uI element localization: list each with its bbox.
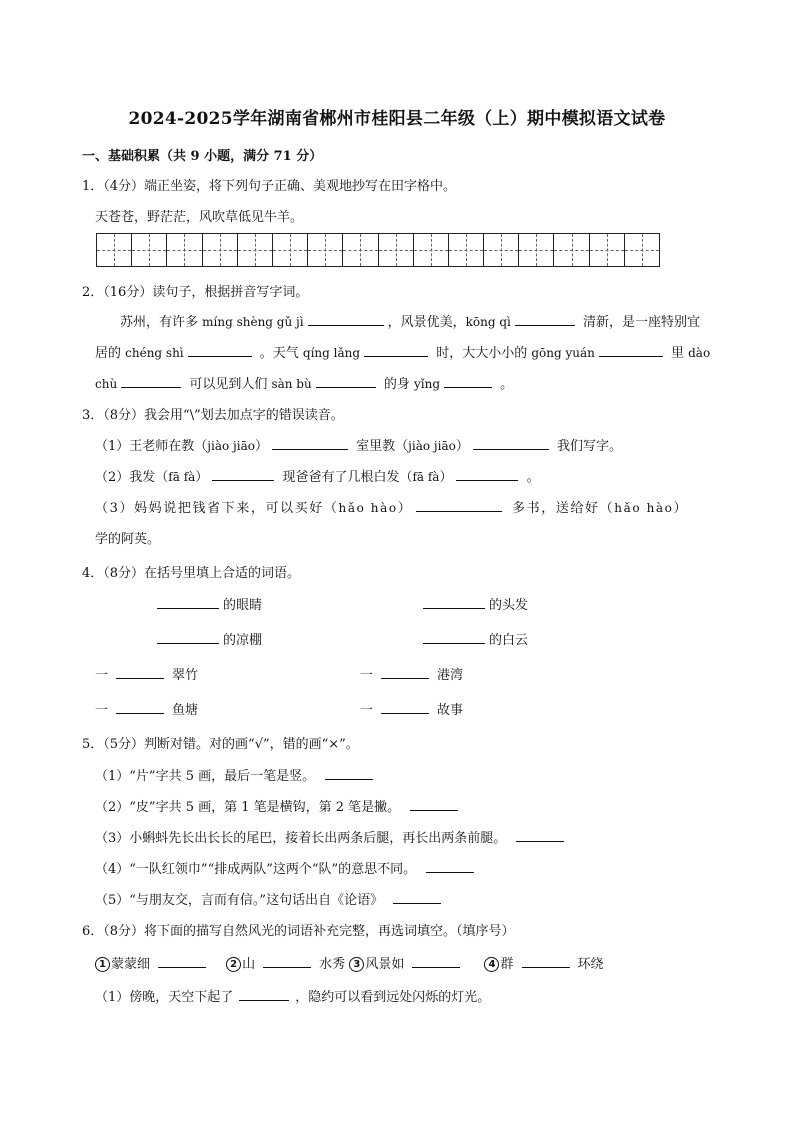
answer-blank[interactable]	[364, 343, 428, 357]
q5-item-5: （5）“与朋友交，言而有信。”这句话出自《论语》	[95, 889, 445, 908]
answer-blank[interactable]	[239, 987, 289, 1001]
grid-cell[interactable]	[97, 234, 132, 266]
grid-cell[interactable]	[167, 234, 202, 266]
q2-line-2: 居的 chéng shì 。天气 qíng lǎng 时，大大小小的 gōng yuán 里 dào	[95, 342, 710, 361]
q4-item: 一 故事	[360, 699, 463, 718]
answer-blank[interactable]	[473, 436, 549, 450]
grid-cell[interactable]	[238, 234, 273, 266]
q3-item-3-cont: 学的阿英。	[95, 532, 161, 547]
q4-item: 一 鱼塘	[95, 699, 198, 718]
pinyin: qíng lǎng	[302, 346, 361, 360]
pinyin: fā fà	[412, 470, 440, 484]
answer-blank[interactable]	[116, 700, 164, 714]
q6-word-bank: 1 蒙蒙细 2 山 水秀 3 风景如 4 群 环绕	[95, 953, 604, 972]
pinyin: sàn bù	[271, 377, 312, 391]
q1-heading: 1．（4分）端正坐姿，将下列句子正确、美观地抄写在田字格中。	[82, 179, 457, 194]
answer-blank[interactable]	[599, 343, 663, 357]
grid-cell[interactable]	[203, 234, 238, 266]
number-3-icon: 3	[349, 957, 364, 972]
answer-blank[interactable]	[158, 954, 206, 968]
q5-item-3: （3）小蝌蚪先长出长长的尾巴，接着长出两条后腿，再长出两条前腿。	[95, 827, 568, 846]
q5-item-1: （1）“片”字共 5 画，最后一笔是竖。	[95, 765, 377, 784]
pinyin: míng shèng gǔ jì	[202, 315, 304, 329]
q3-item-2: （2）我发（fā fà） 现爸爸有了几根白发（fā fà） 。	[95, 466, 540, 485]
answer-blank[interactable]	[316, 374, 376, 388]
grid-cell[interactable]	[132, 234, 167, 266]
answer-blank[interactable]	[263, 954, 311, 968]
q2-heading: 2．（16分）读句子，根据拼音写字词。	[82, 285, 309, 300]
number-1-icon: 1	[95, 957, 110, 972]
answer-blank[interactable]	[308, 312, 384, 326]
q6-item-1: （1）傍晚，天空下起了 ，隐约可以看到远处闪烁的灯光。	[95, 986, 490, 1005]
number-4-icon: 4	[484, 957, 499, 972]
answer-blank[interactable]	[325, 766, 373, 780]
grid-cell[interactable]	[625, 234, 659, 266]
exam-title: 2024-2025学年湖南省郴州市桂阳县二年级（上）期中模拟语文试卷	[128, 109, 666, 129]
q6-heading: 6．（8分）将下面的描写自然风光的词语补充完整，再选词填空。（填序号）	[82, 924, 515, 939]
q3-heading: 3．（8分）我会用“\”划去加点字的错误读音。	[82, 408, 344, 423]
q4-item: 一 翠竹	[95, 664, 198, 683]
q5-item-4: （4）“一队红领巾”“排成两队”这两个“队”的意思不同。	[95, 858, 478, 877]
q5-item-2: （2）“皮”字共 5 画，第 1 笔是横钩，第 2 笔是撇。	[95, 796, 462, 815]
answer-blank[interactable]	[522, 954, 570, 968]
answer-blank[interactable]	[393, 890, 441, 904]
grid-cell[interactable]	[519, 234, 554, 266]
grid-cell[interactable]	[414, 234, 449, 266]
answer-blank[interactable]	[381, 665, 429, 679]
grid-cell[interactable]	[273, 234, 308, 266]
answer-blank[interactable]	[412, 954, 460, 968]
answer-blank[interactable]	[515, 312, 575, 326]
answer-blank[interactable]	[456, 467, 518, 481]
answer-blank[interactable]	[212, 467, 274, 481]
q4-heading: 4．（8分）在括号里填上合适的词语。	[82, 566, 301, 581]
answer-blank[interactable]	[272, 436, 348, 450]
q4-item: 一 港湾	[360, 664, 463, 683]
pinyin: gōng yuán	[531, 346, 595, 360]
answer-blank[interactable]	[516, 828, 564, 842]
answer-blank[interactable]	[116, 665, 164, 679]
pinyin: dào	[688, 346, 711, 360]
grid-cell[interactable]	[308, 234, 343, 266]
q2-line-1: 苏州，有许多 míng shèng gǔ jì ，风景优美，kōng qì 清新，是一座特别宜	[120, 311, 700, 330]
answer-blank[interactable]	[121, 374, 181, 388]
q3-item-3: （3）妈妈说把钱省下来，可以买好（hǎo hào） 多书，送给好（hǎo hào）	[95, 497, 688, 516]
grid-cell[interactable]	[343, 234, 378, 266]
answer-blank[interactable]	[381, 700, 429, 714]
q5-heading: 5．（5分）判断对错。对的画“√”，错的画“×”。	[82, 737, 359, 752]
grid-cell[interactable]	[590, 234, 625, 266]
pinyin: chù	[95, 377, 118, 391]
q2-line-3: chù 可以见到人们 sàn bù 的身 yǐng 。	[95, 373, 513, 392]
pinyin: chéng shì	[125, 346, 184, 360]
q4-item: 的头发	[423, 594, 528, 613]
q4-item: 的眼睛	[157, 594, 262, 613]
answer-blank[interactable]	[410, 797, 458, 811]
grid-cell[interactable]	[484, 234, 519, 266]
q3-item-1: （1）王老师在教（jiào jiāo） 室里教（jiào jiāo） 我们写字。	[95, 435, 622, 454]
pinyin: jiào jiāo	[408, 439, 456, 453]
tianzige-grid[interactable]	[96, 233, 660, 267]
pinyin: kōng qì	[465, 315, 511, 329]
section-heading: 一、基础积累（共 9 小题，满分 71 分）	[82, 149, 323, 164]
pinyin: fā fà	[168, 470, 196, 484]
answer-blank[interactable]	[444, 374, 492, 388]
pinyin: hǎo hào	[614, 501, 674, 515]
answer-blank[interactable]	[426, 859, 474, 873]
q4-item: 的白云	[423, 629, 528, 648]
answer-blank[interactable]	[423, 630, 485, 644]
grid-cell[interactable]	[379, 234, 414, 266]
answer-blank[interactable]	[423, 595, 485, 609]
pinyin: jiào jiāo	[207, 439, 255, 453]
answer-blank[interactable]	[157, 595, 219, 609]
answer-blank[interactable]	[416, 498, 502, 512]
q1-copy-text: 天苍苍，野茫茫，风吹草低见牛羊。	[95, 210, 304, 225]
grid-cell[interactable]	[554, 234, 589, 266]
pinyin: yǐng	[413, 377, 441, 391]
number-2-icon: 2	[226, 957, 241, 972]
q4-item: 的凉棚	[157, 629, 262, 648]
answer-blank[interactable]	[188, 343, 252, 357]
answer-blank[interactable]	[157, 630, 219, 644]
grid-cell[interactable]	[449, 234, 484, 266]
pinyin: hǎo hào	[338, 501, 398, 515]
